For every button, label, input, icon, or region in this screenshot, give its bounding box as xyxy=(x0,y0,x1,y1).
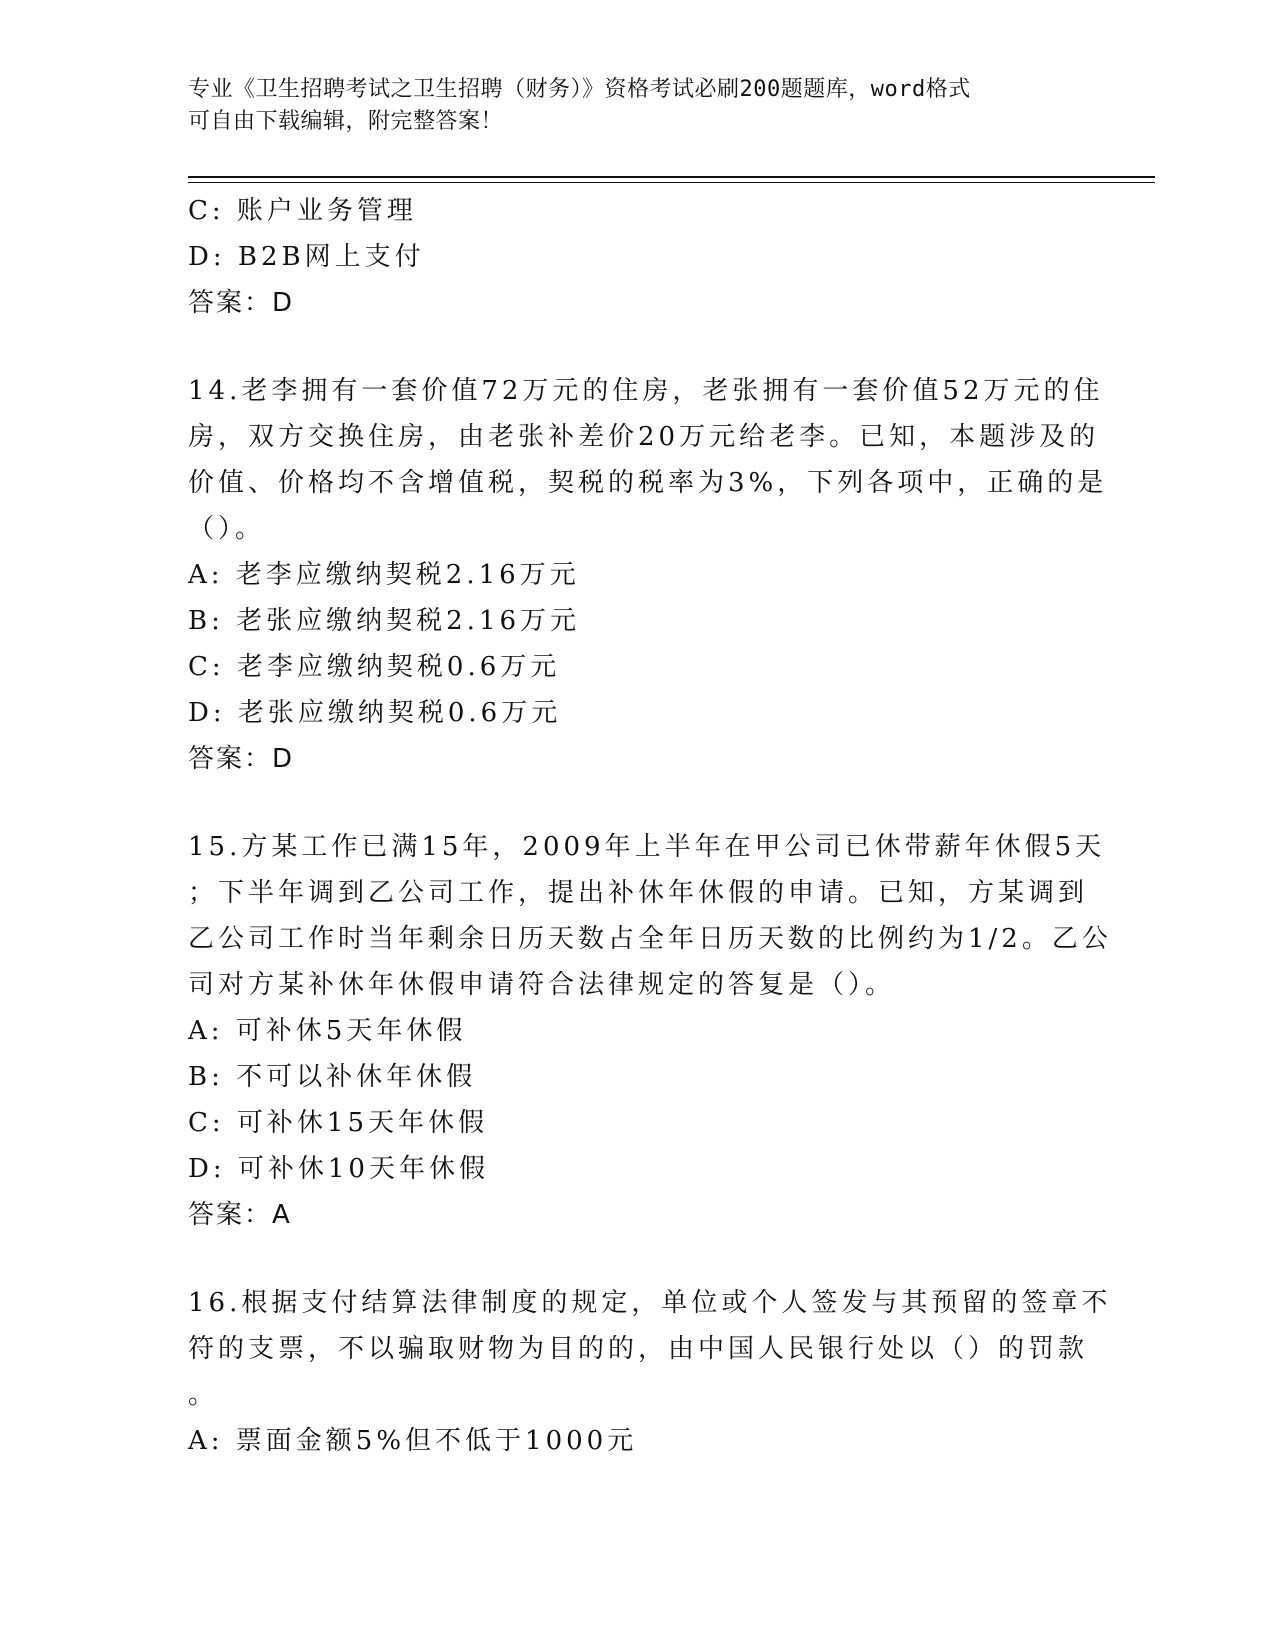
option-c: C: 账户业务管理 xyxy=(188,196,417,226)
header-line-2: 可自由下载编辑，附完整答案！ xyxy=(188,109,504,134)
spacer xyxy=(188,326,1088,368)
option-c: C: 老李应缴纳契税0.6万元 xyxy=(188,652,561,682)
stem-line: 14.老李拥有一套价值72万元的住房，老张拥有一套价值52万元的住 xyxy=(188,376,1104,406)
option-a: A: 票面金额5%但不低于1000元 xyxy=(188,1426,638,1456)
stem-line: 价值、价格均不含增值税，契税的税率为3%，下列各项中，正确的是 xyxy=(188,468,1108,498)
stem-line: 。 xyxy=(188,1380,219,1410)
spacer xyxy=(188,1238,1088,1280)
stem-line: ；下半年调到乙公司工作，提出补休年休假的申请。已知，方某调到 xyxy=(188,878,1089,908)
option-d: D: 可补休10天年休假 xyxy=(188,1154,489,1184)
question-16 xyxy=(188,1280,1112,1464)
option-a: A: 老李应缴纳契税2.16万元 xyxy=(188,560,580,590)
option-d: D: B2B网上支付 xyxy=(188,242,425,272)
stem-line: （）。 xyxy=(188,514,266,544)
stem-line: 符的支票，不以骗取财物为目的的，由中国人民银行处以（）的罚款 xyxy=(188,1334,1089,1364)
stem-line: 房，双方交换住房，由老张补差价20万元给老李。已知，本题涉及的 xyxy=(188,422,1100,452)
question-stem xyxy=(188,368,1108,552)
option-b: B: 不可以补休年休假 xyxy=(188,1062,477,1092)
stem-line: 司对方某补休年休假申请符合法律规定的答复是（）。 xyxy=(188,970,896,1000)
question-13-tail xyxy=(188,188,1088,326)
document-header xyxy=(188,74,1088,138)
question-stem xyxy=(188,824,1112,1008)
header-rule-thick xyxy=(188,176,1155,178)
header-rule-thin xyxy=(188,182,1155,183)
answer-line: 答案：A xyxy=(188,1200,292,1230)
answer-line: 答案：D xyxy=(188,288,295,318)
question-14 xyxy=(188,368,1108,782)
option-c: C: 可补休15天年休假 xyxy=(188,1108,489,1138)
question-stem xyxy=(188,1280,1112,1418)
option-b: B: 老张应缴纳契税2.16万元 xyxy=(188,606,581,636)
question-15 xyxy=(188,824,1112,1238)
option-d: D: 老张应缴纳契税0.6万元 xyxy=(188,698,562,728)
stem-line: 乙公司工作时当年剩余日历天数占全年日历天数的比例约为1/2。乙公 xyxy=(188,924,1112,954)
header-line-1: 专业《卫生招聘考试之卫生招聘（财务）》资格考试必刷200题题库，word格式 xyxy=(188,77,971,102)
document-body xyxy=(188,188,1112,1464)
stem-line: 16.根据支付结算法律制度的规定，单位或个人签发与其预留的签章不 xyxy=(188,1288,1112,1318)
option-a: A: 可补休5天年休假 xyxy=(188,1016,467,1046)
spacer xyxy=(188,782,1088,824)
stem-line: 15.方某工作已满15年，2009年上半年在甲公司已休带薪年休假5天 xyxy=(188,832,1106,862)
answer-line: 答案：D xyxy=(188,744,295,774)
